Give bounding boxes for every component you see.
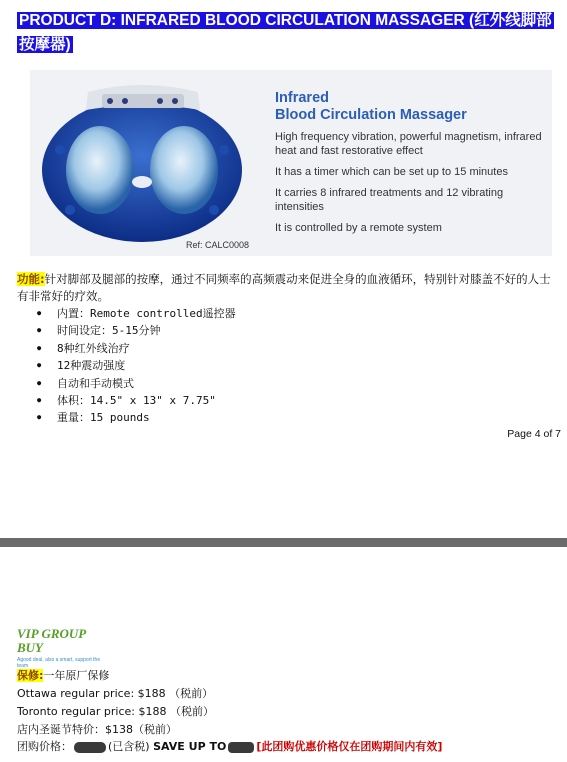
page-number: Page 4 of 7 — [507, 428, 561, 440]
photo-line: High frequency vibration, powerful magnetism, infrared heat and fast restorative effect — [275, 131, 542, 157]
foot-massager-image — [30, 70, 255, 256]
redacted-mark — [74, 742, 106, 753]
group-price-label: 团购价格： — [17, 740, 72, 753]
list-item: ● 8种红外线治疗 — [17, 340, 236, 357]
document-page-5 — [0, 547, 567, 762]
reference-code: Ref: CALC0008 — [186, 240, 250, 250]
list-item: ● 时间设定：5-15分钟 — [17, 322, 236, 339]
save-up-to: SAVE UP TO — [153, 740, 227, 753]
product-photo — [30, 70, 552, 256]
photo-line: It carries 8 infrared treatments and 12 vibrating intensities — [275, 187, 504, 213]
function-paragraph — [17, 271, 557, 305]
function-text: 针对脚部及腿部的按摩，通过不同频率的高频震动来促进全身的血液循环，特别针对膝盖不好的人士有非常好的疗效。 — [17, 272, 551, 303]
photo-line: It has a timer which can be set up to 15 minutes — [275, 166, 508, 178]
group-notice: [此团购优惠价格仅在团购期间内有效] — [256, 740, 443, 753]
list-item: ● 内置：Remote controlled遥控器 — [17, 305, 236, 322]
page-separator — [0, 538, 567, 547]
list-item: ● 自动和手动模式 — [17, 375, 236, 392]
warranty-line — [17, 668, 109, 684]
list-item: ● 重量：15 pounds — [17, 409, 236, 426]
group-tax: (已含税) — [108, 740, 150, 753]
redacted-mark — [228, 742, 254, 753]
toronto-price: Toronto regular price: $188 （税前） — [17, 705, 214, 718]
feature-list — [17, 305, 236, 427]
vip-group-buy-logo: VIP GROUP BUY Agood deal, also a smart, support the team — [17, 626, 101, 669]
group-price-line — [17, 739, 442, 755]
photo-caption — [275, 90, 545, 235]
photo-heading-2: Blood Circulation Massager — [275, 107, 467, 123]
ottawa-price: Ottawa regular price: $188 （税前） — [17, 687, 214, 700]
function-label: 功能: — [17, 272, 45, 286]
christmas-price: 店内圣诞节特价：$138（税前） — [17, 723, 177, 736]
list-item: ● 体积：14.5" x 13" x 7.75" — [17, 392, 236, 409]
product-title: PRODUCT D: INFRARED BLOOD CIRCULATION MASSAGER (红外线脚部按摩器) — [19, 12, 552, 53]
warranty-label: 保修: — [17, 669, 44, 682]
list-item: ● 12种震动强度 — [17, 357, 236, 374]
warranty-text: 一年原厂保修 — [43, 669, 110, 682]
photo-line: It is controlled by a remote system — [275, 222, 442, 234]
photo-heading-1: Infrared — [275, 90, 329, 106]
